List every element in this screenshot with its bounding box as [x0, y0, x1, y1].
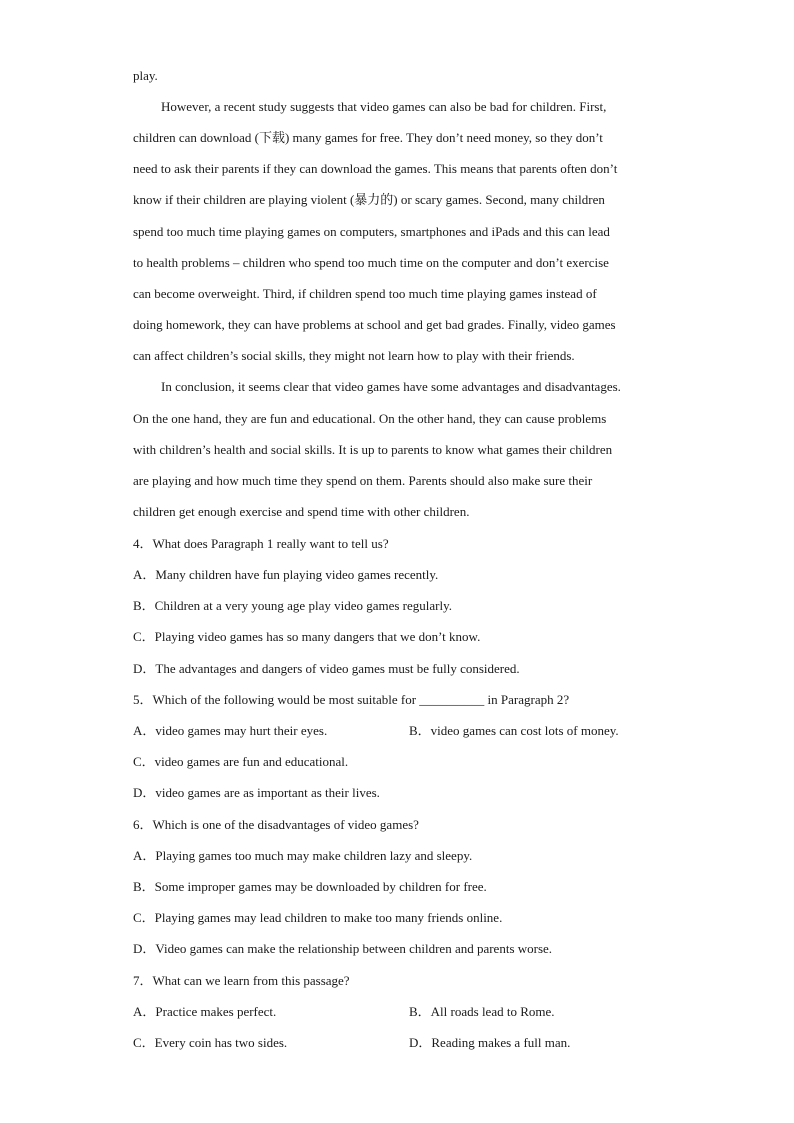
passage-line: doing homework, they can have problems at school and get bad grades. Finally, video games	[133, 317, 616, 332]
passage-line: children get enough exercise and spend time with other children.	[133, 504, 470, 519]
passage-line: spend too much time playing games on computers, smartphones and iPads and this can lead	[133, 224, 610, 239]
answer-option: D．Reading makes a full man.	[409, 1035, 571, 1050]
answer-option: A．Playing games too much may make children lazy and sleepy.	[133, 848, 473, 863]
passage-line: children can download (下载) many games for free. They don’t need money, so they don’t	[133, 130, 603, 145]
passage-line: can affect children’s social skills, they might not learn how to play with their friends.	[133, 348, 575, 363]
passage-line: On the one hand, they are fun and educational. On the other hand, they can cause problems	[133, 411, 607, 426]
answer-option: C．Every coin has two sides.	[133, 1035, 288, 1050]
question-stem: 7．What can we learn from this passage?	[133, 973, 350, 988]
passage-line: with children’s health and social skills. It is up to parents to know what games their children	[133, 442, 613, 457]
passage-line: play.	[133, 68, 158, 83]
passage-line: In conclusion, it seems clear that video games have some advantages and disadvantages.	[161, 379, 621, 394]
answer-option: C．video games are fun and educational.	[133, 754, 349, 769]
question-stem: 4．What does Paragraph 1 really want to tell us?	[133, 536, 389, 551]
answer-option: B．Children at a very young age play video games regularly.	[133, 598, 453, 613]
answer-option: D．video games are as important as their lives.	[133, 785, 380, 800]
passage-line: need to ask their parents if they can download the games. This means that parents often don’t	[133, 161, 618, 176]
passage-line: are playing and how much time they spend on them. Parents should also make sure their	[133, 473, 593, 488]
answer-option: A．Practice makes perfect.	[133, 1004, 277, 1019]
answer-option: C．Playing games may lead children to make too many friends online.	[133, 910, 503, 925]
passage-line: can become overweight. Third, if children spend too much time playing games instead of	[133, 286, 597, 301]
passage-line: know if their children are playing violent (暴力的) or scary games. Second, many children	[133, 192, 605, 207]
answer-option: B．video games can cost lots of money.	[409, 723, 619, 738]
answer-option: A．Many children have fun playing video games recently.	[133, 567, 439, 582]
answer-option: A．video games may hurt their eyes.	[133, 723, 328, 738]
question-stem: 5．Which of the following would be most suitable for __________ in Paragraph 2?	[133, 692, 570, 707]
answer-option: D．The advantages and dangers of video games must be fully considered.	[133, 661, 520, 676]
answer-option: D．Video games can make the relationship between children and parents worse.	[133, 941, 553, 956]
passage-line: to health problems – children who spend too much time on the computer and don’t exercise	[133, 255, 609, 270]
passage-line: However, a recent study suggests that video games can also be bad for children. First,	[161, 99, 607, 114]
answer-option: B．Some improper games may be downloaded by children for free.	[133, 879, 487, 894]
answer-option: B．All roads lead to Rome.	[409, 1004, 555, 1019]
question-stem: 6．Which is one of the disadvantages of video games?	[133, 817, 419, 832]
answer-option: C．Playing video games has so many dangers that we don’t know.	[133, 629, 481, 644]
